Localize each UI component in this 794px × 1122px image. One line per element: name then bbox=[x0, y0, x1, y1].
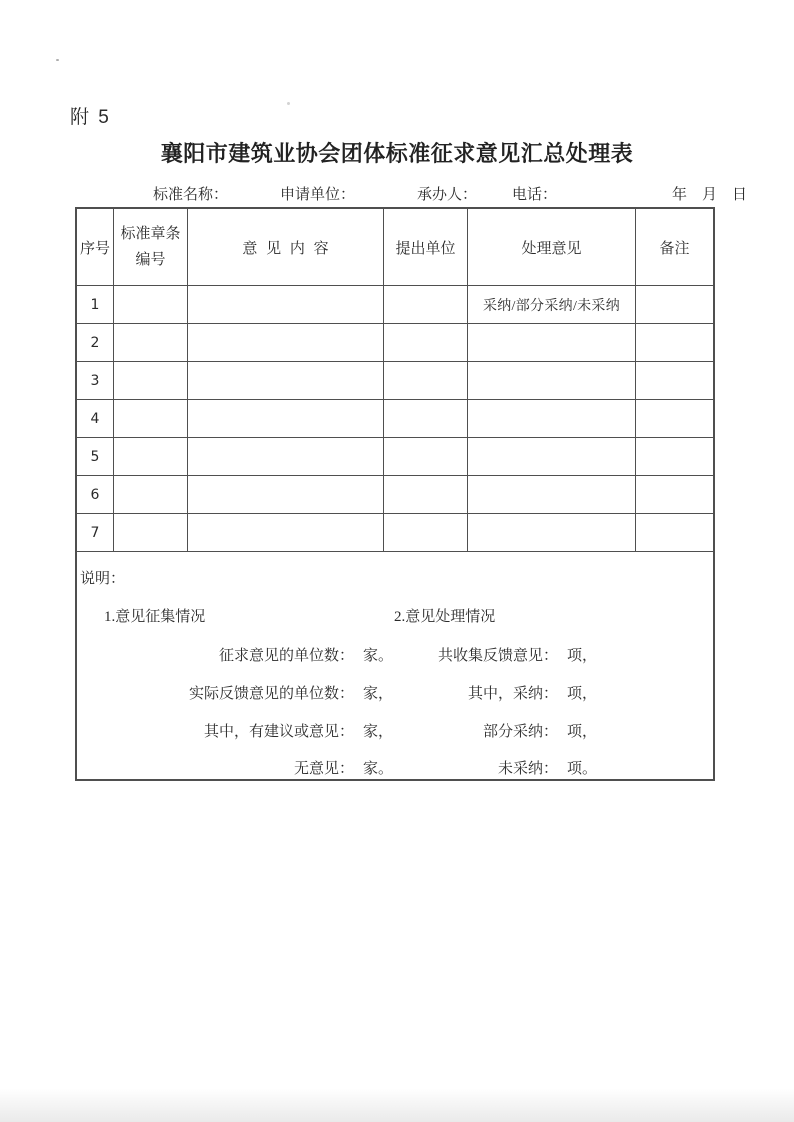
remark-cell bbox=[636, 514, 714, 552]
note-label: 共收集反馈意见： bbox=[437, 648, 558, 664]
remark-cell bbox=[636, 286, 714, 324]
row-number: 4 bbox=[77, 400, 114, 438]
content-cell bbox=[188, 514, 384, 552]
scan-speck bbox=[287, 102, 290, 105]
content-cell bbox=[188, 286, 384, 324]
handling-cell bbox=[468, 438, 636, 476]
table-row bbox=[77, 438, 714, 476]
clause-cell bbox=[114, 286, 188, 324]
clause-cell bbox=[114, 400, 188, 438]
note-label: 其中，有建议或意见： bbox=[203, 724, 354, 740]
row-number: 2 bbox=[77, 324, 114, 362]
clause-header-line2: 编号 bbox=[135, 252, 166, 268]
content-cell bbox=[188, 438, 384, 476]
column-header-handling: 处理意见 bbox=[468, 209, 636, 286]
note-label: 无意见： bbox=[293, 761, 354, 777]
content-cell bbox=[188, 400, 384, 438]
note-line bbox=[468, 682, 597, 703]
table-row bbox=[77, 476, 714, 514]
note-line bbox=[204, 720, 393, 741]
note-value: 家。 bbox=[362, 648, 393, 664]
note-label: 实际反馈意见的单位数： bbox=[188, 686, 354, 702]
table-header-row bbox=[77, 209, 714, 286]
note-value: 家， bbox=[362, 724, 393, 740]
page-title: 襄阳市建筑业协会团体标准征求意见汇总处理表 bbox=[160, 141, 634, 166]
column-header-unit: 提出单位 bbox=[384, 209, 468, 286]
note-value: 项， bbox=[566, 724, 597, 740]
unit-cell bbox=[384, 324, 468, 362]
note-label: 征求意见的单位数： bbox=[218, 648, 354, 664]
note-label: 其中，采纳： bbox=[467, 686, 558, 702]
note-line bbox=[483, 720, 597, 741]
scan-edge-shadow bbox=[0, 1088, 794, 1122]
content-cell bbox=[188, 324, 384, 362]
phone-label: 电话： bbox=[512, 187, 558, 203]
note-value: 项， bbox=[566, 648, 597, 664]
table-row bbox=[77, 362, 714, 400]
handling-options-cell: 采纳/部分采纳/未采纳 bbox=[468, 286, 636, 324]
scan-speck bbox=[56, 59, 59, 61]
standard-name-label: 标准名称： bbox=[153, 187, 229, 203]
column-header-remark: 备注 bbox=[636, 209, 714, 286]
column-header-clause bbox=[114, 209, 188, 286]
row-number: 1 bbox=[77, 286, 114, 324]
note-value: 项。 bbox=[566, 761, 597, 777]
table-row bbox=[77, 324, 714, 362]
comments-summary-table bbox=[76, 208, 714, 780]
unit-cell bbox=[384, 286, 468, 324]
remark-cell bbox=[636, 362, 714, 400]
unit-cell bbox=[384, 400, 468, 438]
unit-cell bbox=[384, 476, 468, 514]
row-number: 5 bbox=[77, 438, 114, 476]
column-header-content: 意 见 内 容 bbox=[188, 209, 384, 286]
handling-cell bbox=[468, 476, 636, 514]
remark-cell bbox=[636, 476, 714, 514]
notes-heading: 说明： bbox=[80, 571, 126, 587]
remark-cell bbox=[636, 324, 714, 362]
handling-cell bbox=[468, 324, 636, 362]
applicant-unit-label: 申请单位： bbox=[280, 187, 356, 203]
unit-cell bbox=[384, 514, 468, 552]
note-value: 家， bbox=[362, 686, 393, 702]
date-label: 年 月 日 bbox=[672, 187, 748, 203]
note-label: 未采纳： bbox=[497, 761, 558, 777]
collection-situation-title: 1.意见征集情况 bbox=[104, 609, 206, 625]
column-header-seq: 序号 bbox=[77, 209, 114, 286]
handling-cell bbox=[468, 362, 636, 400]
attachment-label: 附 5 bbox=[70, 107, 111, 128]
note-line bbox=[498, 757, 597, 778]
table-row bbox=[77, 514, 714, 552]
clause-cell bbox=[114, 438, 188, 476]
handling-cell bbox=[468, 514, 636, 552]
note-label: 部分采纳： bbox=[482, 724, 558, 740]
remark-cell bbox=[636, 438, 714, 476]
note-line bbox=[294, 757, 393, 778]
content-cell bbox=[188, 476, 384, 514]
remark-cell bbox=[636, 400, 714, 438]
table-row bbox=[77, 286, 714, 324]
notes-row bbox=[77, 552, 714, 780]
row-number: 7 bbox=[77, 514, 114, 552]
handling-situation-title: 2.意见处理情况 bbox=[394, 609, 496, 625]
clause-cell bbox=[114, 324, 188, 362]
table-row bbox=[77, 400, 714, 438]
content-cell bbox=[188, 362, 384, 400]
handler-label: 承办人： bbox=[417, 187, 478, 203]
row-number: 3 bbox=[77, 362, 114, 400]
clause-header-line1: 标准章条 bbox=[120, 226, 181, 242]
note-value: 项， bbox=[566, 686, 597, 702]
clause-cell bbox=[114, 514, 188, 552]
unit-cell bbox=[384, 438, 468, 476]
note-value: 家。 bbox=[362, 761, 393, 777]
note-line bbox=[189, 682, 393, 703]
clause-cell bbox=[114, 476, 188, 514]
note-line bbox=[438, 644, 597, 665]
clause-cell bbox=[114, 362, 188, 400]
row-number: 6 bbox=[77, 476, 114, 514]
note-line bbox=[219, 644, 393, 665]
unit-cell bbox=[384, 362, 468, 400]
handling-cell bbox=[468, 400, 636, 438]
notes-section bbox=[77, 552, 714, 780]
